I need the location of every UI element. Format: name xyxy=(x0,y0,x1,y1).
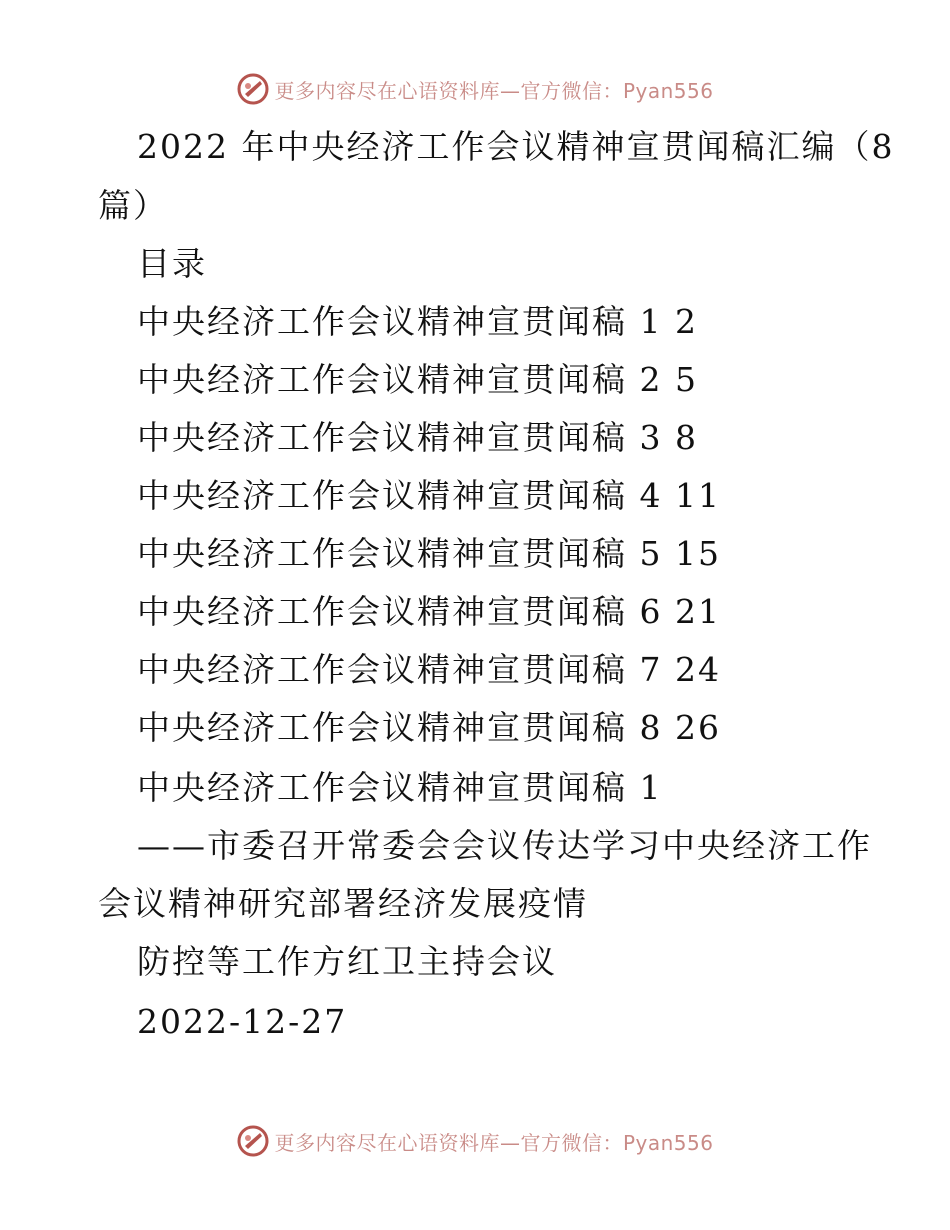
section-title: 中央经济工作会议精神宣贯闻稿 1 xyxy=(137,768,663,807)
section-subtitle: ——市委召开常委会会议传达学习中央经济工作 xyxy=(137,826,872,865)
toc-item: 中央经济工作会议精神宣贯闻稿 2 5 xyxy=(137,360,698,399)
watermark-text: 更多内容尽在心语资料库—官方微信：Pyan556 xyxy=(274,78,714,103)
section-subtitle-continued: 会议精神研究部署经济发展疫情 xyxy=(98,884,588,923)
toc-item: 中央经济工作会议精神宣贯闻稿 4 11 xyxy=(137,476,721,515)
watermark-text: 更多内容尽在心语资料库—官方微信：Pyan556 xyxy=(274,1130,714,1155)
toc-item: 中央经济工作会议精神宣贯闻稿 3 8 xyxy=(137,418,698,457)
section-subtitle-continued: 防控等工作方红卫主持会议 xyxy=(137,942,557,981)
toc-item: 中央经济工作会议精神宣贯闻稿 1 2 xyxy=(137,302,698,341)
toc-item: 中央经济工作会议精神宣贯闻稿 5 15 xyxy=(137,534,721,573)
document-title-continued: 篇） xyxy=(98,186,168,225)
toc-item: 中央经济工作会议精神宣贯闻稿 7 24 xyxy=(137,650,721,689)
toc-item: 中央经济工作会议精神宣贯闻稿 6 21 xyxy=(137,592,721,631)
toc-item: 中央经济工作会议精神宣贯闻稿 8 26 xyxy=(137,708,721,747)
document-date: 2022-12-27 xyxy=(137,1002,348,1041)
toc-heading: 目录 xyxy=(137,244,207,283)
document-title: 2022 年中央经济工作会议精神宣贯闻稿汇编（8 xyxy=(137,127,895,166)
watermark-bottom xyxy=(0,1124,950,1158)
watermark-logo-icon xyxy=(236,1124,270,1158)
